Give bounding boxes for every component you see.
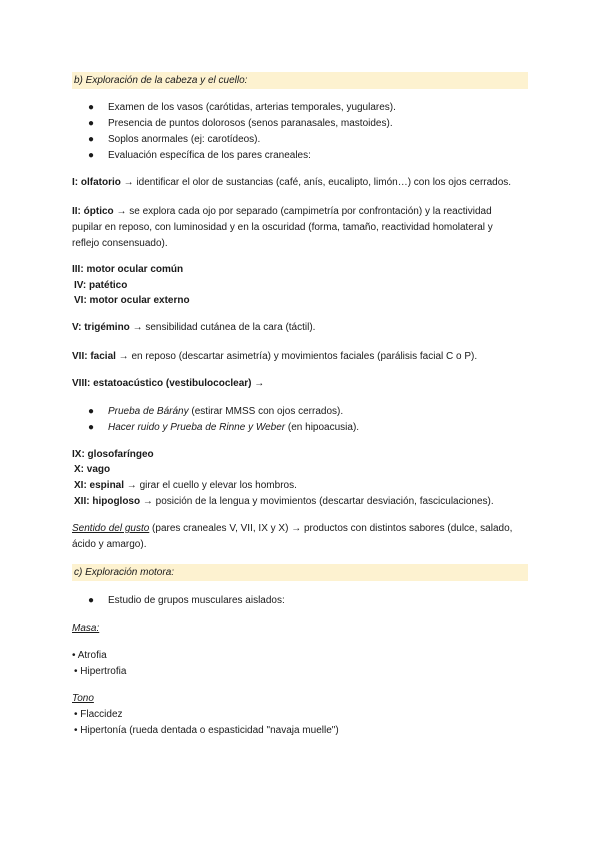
- nerve-label: XI: espinal: [74, 480, 125, 491]
- nerve-label: VII: facial: [72, 351, 116, 362]
- list-item: Soplos anormales (ej: carotídeos).: [108, 134, 261, 145]
- nerve-label: VIII: estatoacústico (vestibulococlear): [72, 378, 252, 389]
- list-item: Presencia de puntos dolorosos (senos paranasales, mastoides).: [108, 118, 393, 129]
- nerve-iii: III: motor ocular común: [72, 264, 184, 275]
- nerve-text: → girar el cuello y elevar los hombros.: [124, 480, 297, 491]
- section-b-heading: b) Exploración de la cabeza y el cuello:: [72, 72, 528, 89]
- taste-line: [72, 522, 512, 536]
- bullet-icon: ●: [88, 102, 95, 113]
- list-item: Examen de los vasos (carótidas, arterias temporales, yugulares).: [108, 102, 396, 113]
- list-item: Evaluación específica de los pares craneales:: [108, 150, 311, 161]
- nerve-iv: IV: patético: [74, 280, 128, 291]
- nerve-x: X: vago: [74, 464, 111, 475]
- nerve-ii: [72, 205, 492, 219]
- masa-label: Masa:: [72, 623, 100, 634]
- bullet-icon: ●: [88, 595, 95, 606]
- list-item-italic: Hacer ruido y Prueba de Rinne y Weber: [108, 422, 286, 433]
- bullet-icon: ●: [88, 422, 95, 433]
- nerve-vi: VI: motor ocular externo: [74, 295, 190, 306]
- nerve-ii-line3: reflejo consensuado).: [72, 238, 168, 249]
- nerve-label: I: olfatorio: [72, 177, 121, 188]
- nerve-vii: [72, 350, 477, 364]
- section-c-heading: c) Exploración motora:: [72, 564, 528, 581]
- tono-label: Tono: [72, 693, 94, 704]
- list-item: • Flaccidez: [74, 709, 123, 720]
- taste-text: (pares craneales V, VII, IX y X) → productos con distintos sabores (dulce, salado,: [149, 523, 513, 534]
- nerve-text: → en reposo (descartar asimetría) y movimientos faciales (parálisis facial C o P).: [115, 351, 478, 362]
- taste-line2: ácido y amargo).: [72, 539, 147, 550]
- nerve-ix: IX: glosofaríngeo: [72, 449, 154, 460]
- bullet-icon: ●: [88, 150, 95, 161]
- nerve-text: →: [251, 378, 265, 389]
- nerve-ii-line2: pupilar en reposo, con luminosidad y en la oscuridad (forma, tamaño, reactividad homolateral y: [72, 222, 493, 233]
- nerve-text: → identificar el olor de sustancias (café, anís, eucalipto, limón…) con los ojos cerrados.: [120, 177, 512, 188]
- nerve-label: V: trigémino: [72, 322, 130, 333]
- list-item-text: (en hipoacusia).: [285, 422, 360, 433]
- nerve-label: II: óptico: [72, 206, 114, 217]
- list-item: Estudio de grupos musculares aislados:: [108, 595, 285, 606]
- nerve-text: → posición de la lengua y movimientos (descartar desviación, fasciculaciones).: [140, 496, 494, 507]
- nerve-label: XII: hipogloso: [74, 496, 141, 507]
- nerve-text: → se explora cada ojo por separado (campimetría por confrontación) y la reactividad: [113, 206, 492, 217]
- bullet-icon: ●: [88, 118, 95, 129]
- taste-label: Sentido del gusto: [72, 523, 150, 534]
- nerve-xi: [74, 479, 297, 493]
- list-item: [108, 421, 359, 435]
- nerve-xii: [74, 495, 494, 509]
- nerve-v: [72, 321, 315, 335]
- list-item: • Hipertonía (rueda dentada o espasticidad "navaja muelle"): [74, 725, 339, 736]
- nerve-viii: [72, 377, 264, 391]
- list-item: [108, 405, 343, 419]
- list-item-italic: Prueba de Bárány: [108, 406, 189, 417]
- nerve-i: [72, 176, 511, 190]
- bullet-icon: ●: [88, 406, 95, 417]
- list-item: • Hipertrofia: [74, 666, 127, 677]
- bullet-icon: ●: [88, 134, 95, 145]
- list-item-text: (estirar MMSS con ojos cerrados).: [188, 406, 344, 417]
- list-item: • Atrofia: [72, 650, 107, 661]
- nerve-text: → sensibilidad cutánea de la cara (táctil).: [129, 322, 316, 333]
